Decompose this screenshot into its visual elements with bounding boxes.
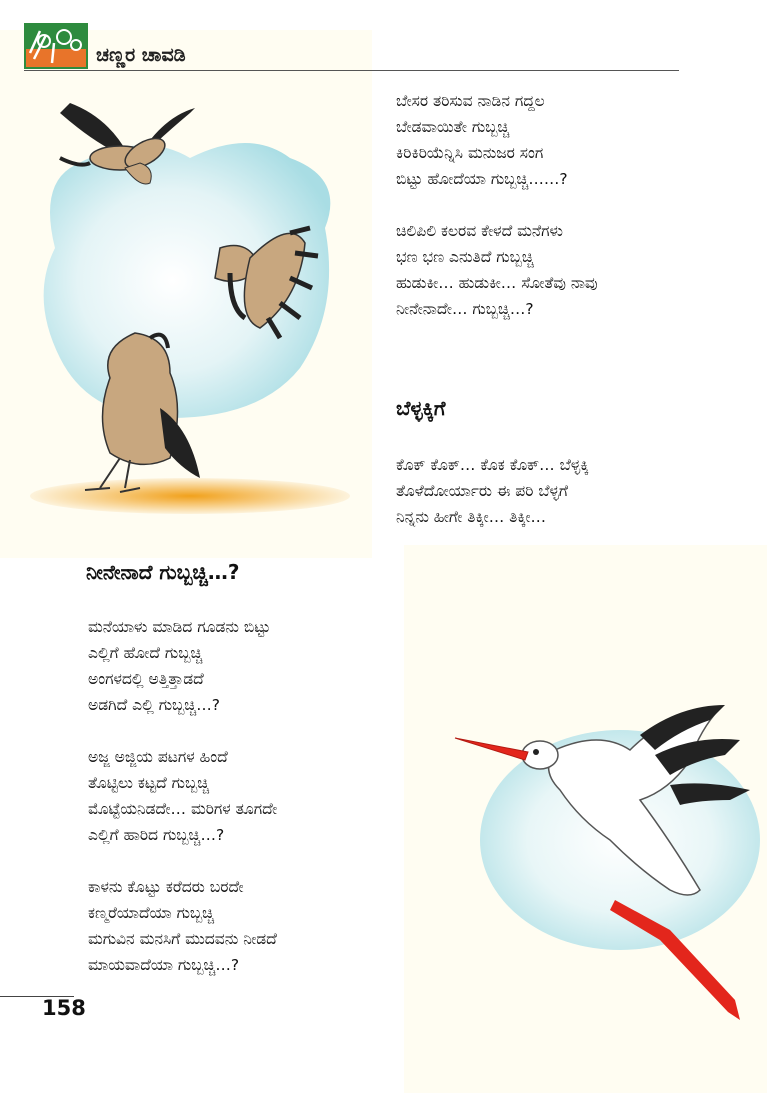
poem2-title: ಬೆಳ್ಳಕ್ಕಿಗೆ xyxy=(396,396,446,420)
verse-line: ಅಂಗಳದಲ್ಲಿ ಅತ್ತಿತ್ತಾಡದೆ xyxy=(88,670,204,688)
verse-line: ಮನೆಯಾಳು ಮಾಡಿದ ಗೂಡನು ಬಿಟ್ಟು xyxy=(88,618,271,636)
page-number: 158 xyxy=(42,996,86,1020)
sparrows-icon xyxy=(0,88,372,548)
poem-title: ನೀನೇನಾದೆ ಗುಬ್ಬಚ್ಚಿ…? xyxy=(86,560,240,584)
verse-line: ಅಜ್ಜ ಅಜ್ಜಿಯ ಪಟಗಳ ಹಿಂದೆ xyxy=(88,748,228,766)
stanza xyxy=(88,614,277,718)
verse-line: ತೊಳೆದೋರ್ಯಾರು ಈ ಪರಿ ಬೆಳ್ಳಗೆ xyxy=(396,482,568,500)
verse-line: ಅಡಗಿದೆ ಎಲ್ಲಿ ಗುಬ್ಬಚ್ಚಿ…? xyxy=(88,696,220,714)
verse-line: ಕಾಳನು ಕೊಟ್ಟು ಕರೆದರು ಬರದೇ xyxy=(88,878,244,896)
verse-line: ಮಗುವಿನ ಮನಸಿಗೆ ಮುದವನು ನೀಡದೆ xyxy=(88,930,277,948)
verse-line: ಮೊಟ್ಟೆಯನಿಡದೇ… ಮರಿಗಳ ತೂಗದೇ xyxy=(88,800,278,818)
stanza xyxy=(88,744,277,848)
poem-stanzas-right xyxy=(396,88,598,348)
verse-line: ನೀನೇನಾದೇ… ಗುಬ್ಬಚ್ಚಿ…? xyxy=(396,300,534,318)
verse-line: ತೊಟ್ಟಿಲು ಕಟ್ಟದೆ ಗುಬ್ಬಚ್ಚಿ xyxy=(88,774,210,792)
verse-line: ಭಣ ಭಣ ಎನುತಿದೆ ಗುಬ್ಬಚ್ಚಿ xyxy=(396,248,534,266)
verse-line: ಕಣ್ಮರೆಯಾದೆಯಾ ಗುಬ್ಬಚ್ಚಿ xyxy=(88,904,215,922)
verse-line: ಹುಡುಕೀ… ಹುಡುಕೀ… ಸೋತೆವು ನಾವು xyxy=(396,274,598,292)
stanza xyxy=(396,218,598,322)
verse-line: ಬೇಸರ ತರಿಸುವ ನಾಡಿನ ಗದ್ದಲ xyxy=(396,92,545,110)
header-title: ಚಣ್ಣರ ಚಾವಡಿ xyxy=(96,44,186,66)
stanza xyxy=(396,88,598,192)
header-divider xyxy=(24,70,679,71)
verse-line: ಕಿರಿಕಿರಿಯೆನ್ನಿಸಿ ಮನುಜರ ಸಂಗ xyxy=(396,144,544,162)
verse-line: ಎಲ್ಲಿಗೆ ಹೋದೆ ಗುಬ್ಬಚ್ಚಿ xyxy=(88,644,203,662)
poem2-lines xyxy=(396,452,589,530)
verse-line: ನಿನ್ನನು ಹೀಗೇ ತಿಕ್ಕೀ… ತಿಕ್ಕೀ… xyxy=(396,508,547,526)
verse-line: ಚಿಲಿಪಿಲಿ ಕಲರವ ಕೇಳದೆ ಮನೆಗಳು xyxy=(396,222,563,240)
verse-line: ಬಿಟ್ಟು ಹೋದೆಯಾ ಗುಬ್ಬಚ್ಚಿ……? xyxy=(396,170,568,188)
children-faces-logo-icon xyxy=(24,23,88,69)
verse-line: ಕೊಕ್ ಕೊಕ್… ಕೊಕ ಕೊಕ್… ಬೆಳ್ಳಕ್ಕಿ xyxy=(396,456,589,474)
stanza xyxy=(88,874,277,978)
poem-stanzas-left xyxy=(88,614,277,1004)
stork-icon xyxy=(440,690,760,1030)
verse-line: ಬೇಡವಾಯಿತೇ ಗುಬ್ಬಚ್ಚಿ xyxy=(396,118,510,136)
verse-line: ಮಾಯವಾದೆಯಾ ಗುಬ್ಬಚ್ಚಿ…? xyxy=(88,956,240,974)
verse-line: ಎಲ್ಲಿಗೆ ಹಾರಿದ ಗುಬ್ಬಚ್ಚಿ…? xyxy=(88,826,225,844)
